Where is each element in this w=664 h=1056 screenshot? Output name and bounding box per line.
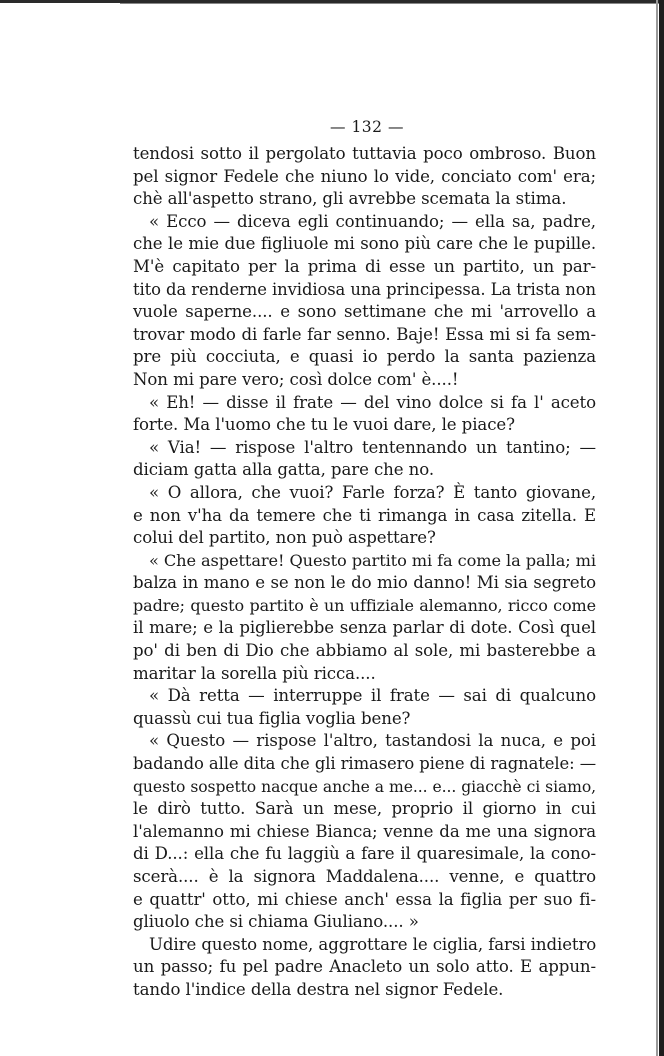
text-line: gliuolo che si chiama Giuliano.... » [133,912,419,932]
text-line: badando alle dita che gli rimasero piene di ragnatele: — [133,754,596,774]
text-line: che le mie due figliuole mi sono più care che le pupille. [133,234,596,254]
body-text [133,143,596,1002]
text-line: pel signor Fedele che niuno lo vide, conciato com' era; [133,166,596,186]
text-line: tito da renderne invidiosa una principessa. La trista non [133,279,596,299]
text-line: quassù cui tua figlia voglia bene? [133,708,411,728]
text-line: « Eh! — disse il frate — del vino dolce si fa l' aceto [149,392,596,412]
text-line: colui del partito, non può aspettare? [133,528,436,548]
text-line: Non mi pare vero; così dolce com' è....! [133,369,459,389]
text-line: M'è capitato per la prima di esse un partito, un par- [133,256,596,276]
text-line: le dirò tutto. Sarà un mese, proprio il giorno in cui [133,799,596,819]
text-line: scerà.... è la signora Maddalena.... venne, e quattro [133,867,596,886]
text-line: Udire questo nome, aggrottare le ciglia, farsi indietro [149,934,597,954]
text-line: « Via! — rispose l'altro tentennando un tantino; — [149,437,596,457]
text-line: « Questo — rispose l'altro, tastandosi la nuca, e poi [149,731,596,751]
text-line: « Che aspettare! Questo partito mi fa come la palla; mi [149,550,596,570]
text-line: chè all'aspetto strano, gli avrebbe scemata la stima. [133,189,567,209]
text-line: « Dà retta — interruppe il frate — sai di qualcuno [149,686,596,706]
text-line: pre più cocciuta, e quasi io perdo la santa pazienza [133,347,596,367]
text-line: e quattr' otto, mi chiese anch' essa la figlia per suo fi- [133,889,596,909]
text-line: maritar la sorella più ricca.... [133,663,376,683]
text-line: questo sospetto nacque anche a me... e... giacchè ci siamo, [133,777,596,796]
text-line: po' di ben di Dio che abbiamo al sole, mi basterebbe a [133,641,596,661]
text-line: di D...: ella che fu laggiù a fare il quaresimale, la cono- [133,844,596,864]
scan-right-edge [659,0,664,1056]
text-line: il mare; e la piglierebbe senza parlar di dote. Così quel [133,618,596,638]
text-line: trovar modo di farle far senno. Baje! Essa mi si fa sem- [133,324,596,344]
text-line: l'alemanno mi chiese Bianca; venne da me una signora [133,821,596,841]
scan-top-edge-shadow [120,3,664,4]
text-line: « Ecco — diceva egli continuando; — ella sa, padre, [149,211,596,231]
text-line: forte. Ma l'uomo che tu le vuoi dare, le piace? [133,415,515,435]
text-line: padre; questo partito è un uffiziale alemanno, ricco come [133,595,596,615]
text-line: tendosi sotto il pergolato tuttavia poco ombroso. Buon [133,144,596,163]
text-line: e non v'ha da temere che ti rimanga in casa zitella. E [133,505,596,525]
text-line: vuole saperne.... e sono settimane che mi 'arrovello a [133,302,596,322]
text-line: un passo; fu pel padre Anacleto un solo atto. E appun- [133,957,596,977]
text-line: diciam gatta alla gatta, pare che no. [133,460,434,480]
text-line: tando l'indice della destra nel signor Fedele. [133,979,504,999]
scan-right-edge-shadow [656,0,658,1056]
page-number: — 132 — [330,118,404,136]
text-line: balza in mano e se non le do mio danno! Mi sia segreto [133,573,596,593]
text-line: « O allora, che vuoi? Farle forza? È tanto giovane, [149,482,596,502]
